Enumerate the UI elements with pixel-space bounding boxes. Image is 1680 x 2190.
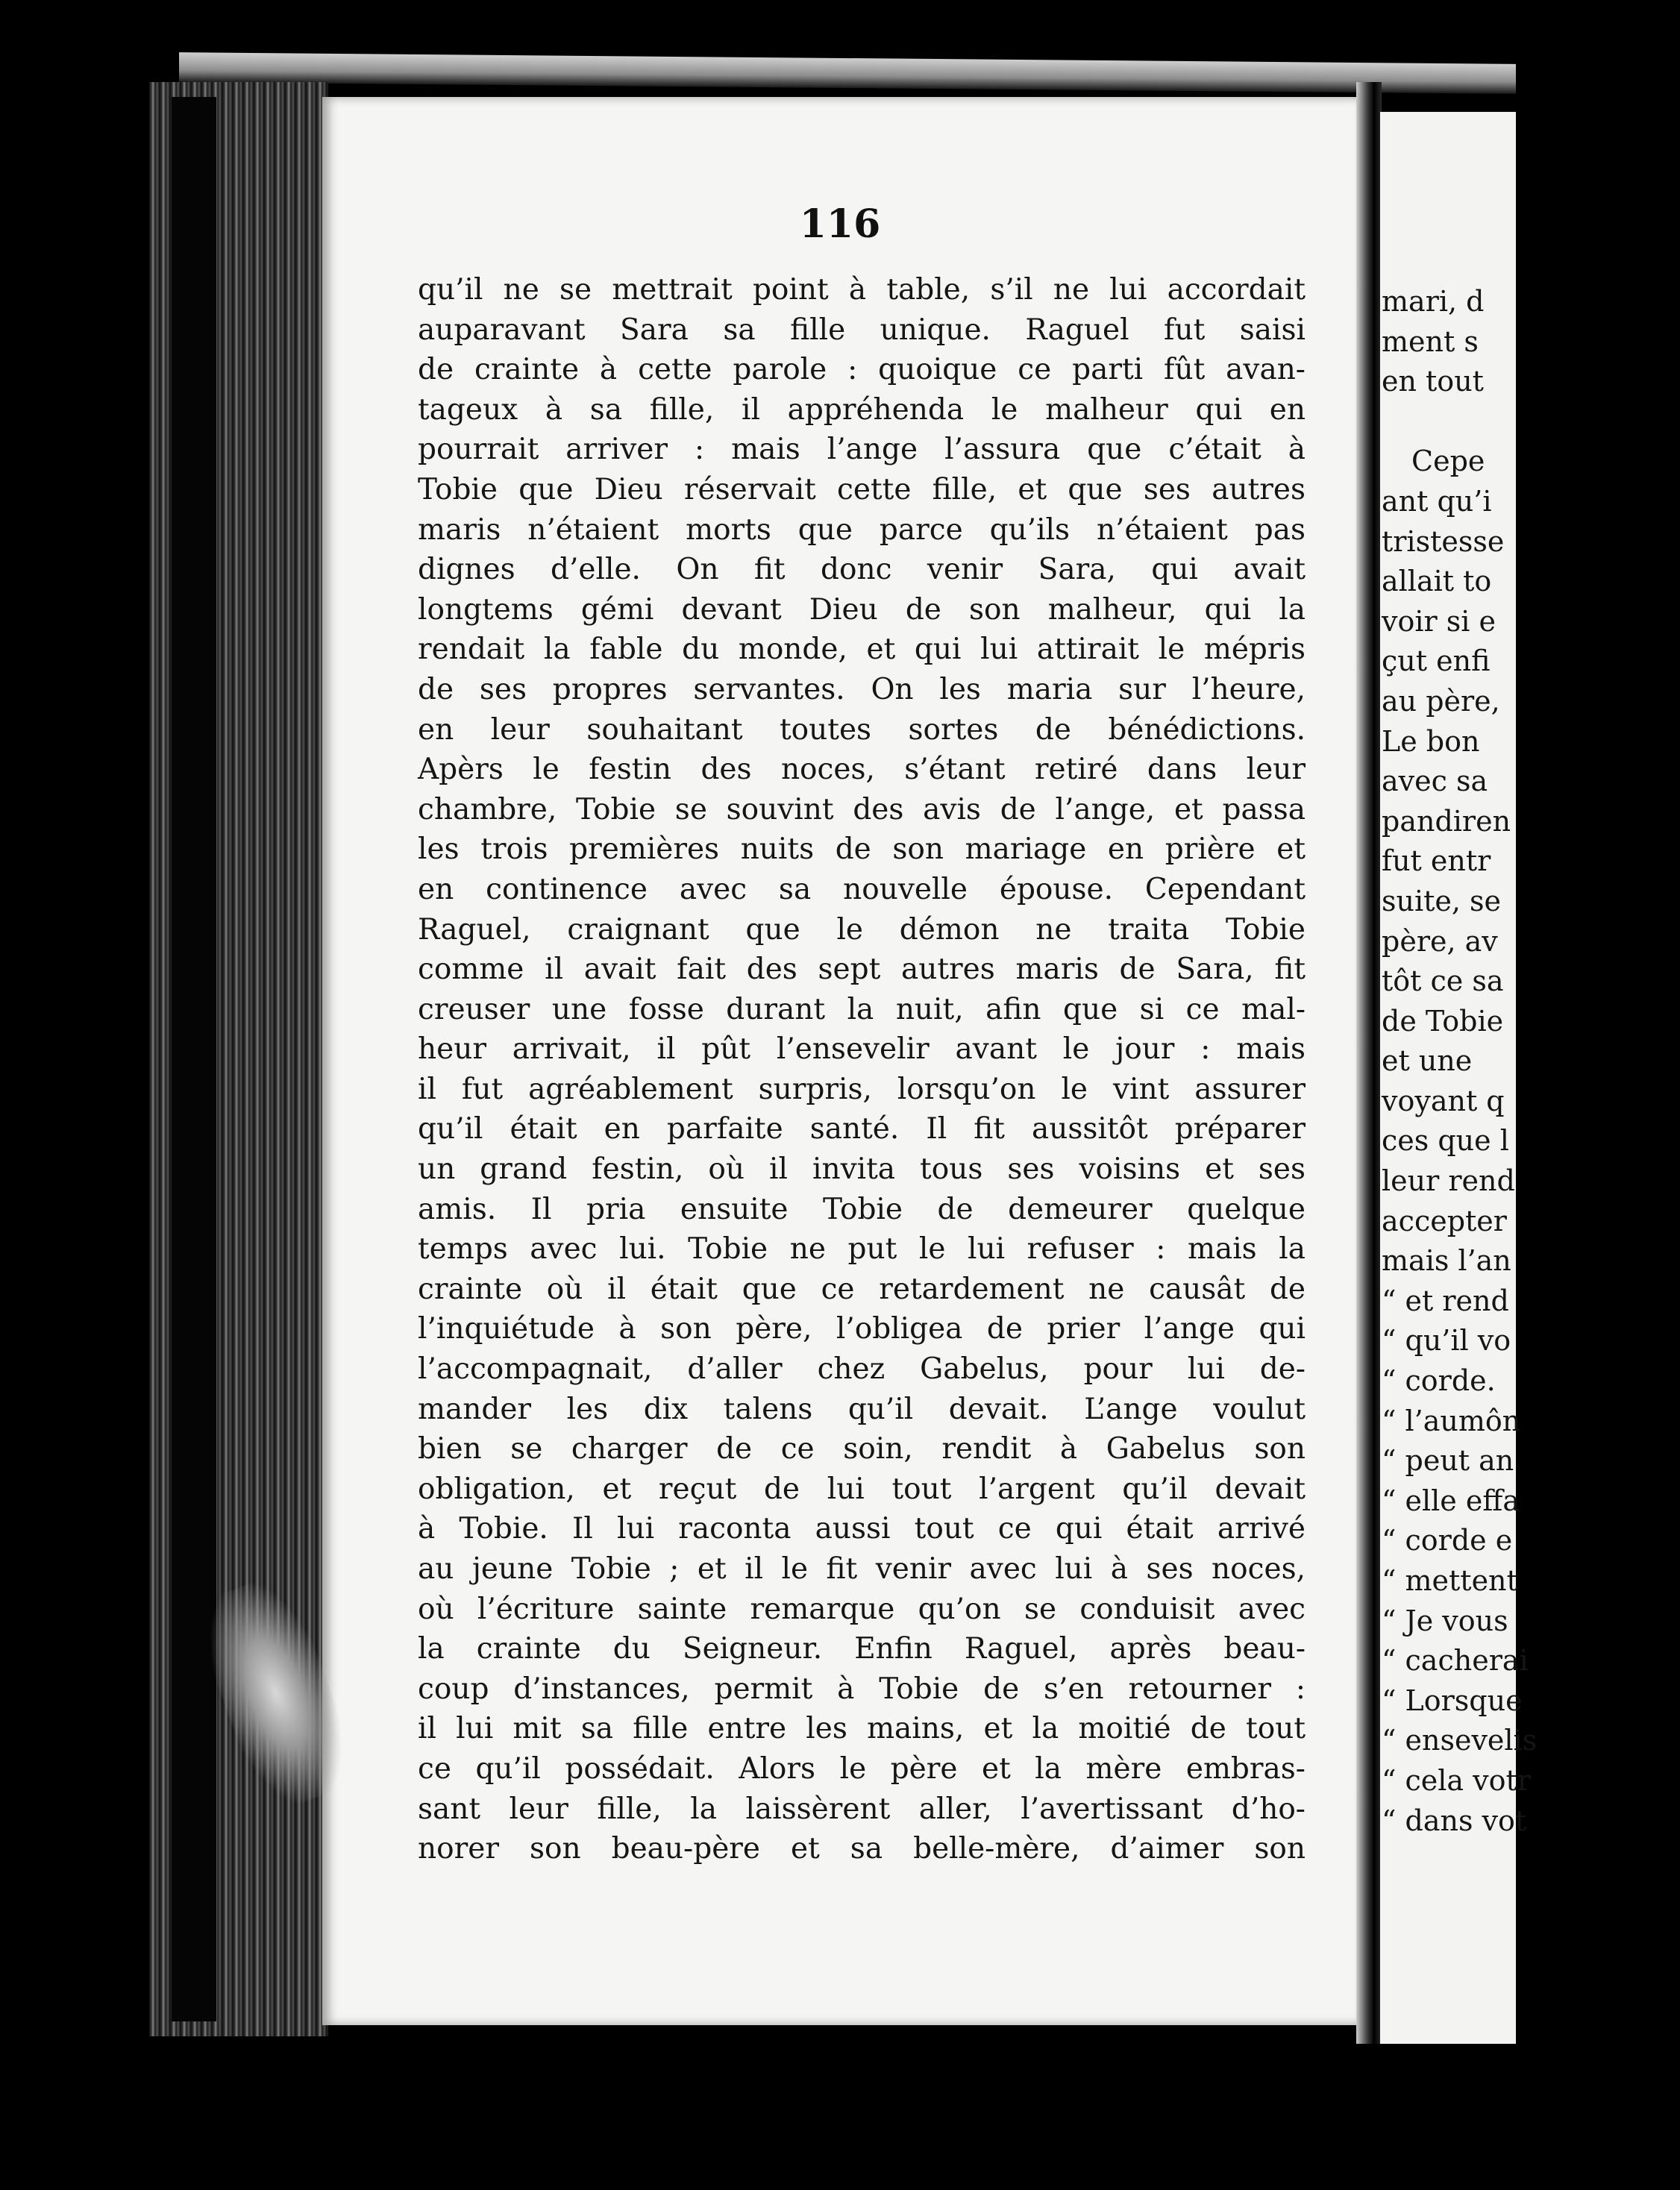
text-line: “ dans vot [1382, 1804, 1527, 1837]
text-line: “ corde. [1382, 1364, 1496, 1398]
scan-background [0, 2044, 1516, 2190]
text-line: Raguel, craignant que le démon ne traita Tobie [418, 912, 1306, 947]
text-line: “ cela votr [1382, 1763, 1531, 1797]
text-line: et une [1382, 1044, 1473, 1078]
text-line: obligation, et reçut de lui tout l’argent qu’il devait [418, 1472, 1306, 1506]
spine-shadow [172, 97, 216, 2021]
text-line: “ cacherai [1382, 1644, 1529, 1678]
text-line: coup d’instances, permit à Tobie de s’en retourner : [418, 1672, 1306, 1706]
text-line: norer son beau-père et sa belle-mère, d’aimer son [418, 1832, 1306, 1866]
text-line: “ ensevelis [1382, 1724, 1538, 1757]
text-line: creuser une fosse durant la nuit, afin que si ce mal- [418, 992, 1306, 1026]
text-line: “ Je vous [1382, 1604, 1508, 1637]
text-line: pandiren [1382, 804, 1511, 838]
text-line: l’inquiétude à son père, l’obligea de prier l’ange qui [418, 1312, 1306, 1346]
text-line: à Tobie. Il lui raconta aussi tout ce qui était arrivé [418, 1512, 1306, 1546]
text-line: en tout [1382, 365, 1484, 398]
page-gutter [1356, 82, 1382, 2059]
text-line: “ peut an [1382, 1444, 1514, 1478]
text-line: auparavant Sara sa fille unique. Raguel fut saisi [418, 313, 1306, 347]
text-line: en continence avec sa nouvelle épouse. Cependant [418, 872, 1306, 906]
text-line: avec sa [1382, 765, 1488, 798]
text-line: “ corde e [1382, 1524, 1513, 1557]
text-line: heur arrivait, il pût l’ensevelir avant le jour : mais [418, 1032, 1306, 1067]
text-line: “ Lorsque [1382, 1684, 1523, 1717]
text-line: la crainte du Seigneur. Enfin Raguel, après beau- [418, 1632, 1306, 1666]
text-line: amis. Il pria ensuite Tobie de demeurer quelque [418, 1192, 1306, 1226]
text-line: de crainte à cette parole : quoique ce parti fût avan- [418, 353, 1306, 387]
text-line: voyant q [1382, 1084, 1505, 1117]
right-page [1380, 112, 1538, 2051]
text-line: voir si e [1382, 604, 1496, 638]
text-line: ce qu’il possédait. Alors le père et la mère embras- [418, 1751, 1306, 1786]
text-line: longtems gémi devant Dieu de son malheur, qui la [418, 592, 1306, 627]
text-line: “ l’aumôn [1382, 1404, 1521, 1437]
text-line: rendait la fable du monde, et qui lui attirait le mépris [418, 633, 1306, 667]
text-line: dignes d’elle. On fit donc venir Sara, qui avait [418, 553, 1306, 587]
text-line: au père, [1382, 684, 1500, 718]
right-page-text [1382, 282, 1680, 1841]
text-line: tageux à sa fille, il appréhenda le malheur qui en [418, 392, 1306, 427]
left-page [322, 97, 1358, 2025]
text-line: père, av [1382, 924, 1498, 958]
text-line: maris n’étaient morts que parce qu’ils n’étaient pas [418, 512, 1306, 547]
text-line: qu’il ne se mettrait point à table, s’il ne lui accordait [418, 273, 1306, 307]
text-line: temps avec lui. Tobie ne put le lui refuser : mais la [418, 1232, 1306, 1267]
text-line: mander les dix talens qu’il devait. L’ange voulut [418, 1392, 1306, 1426]
left-page-text [418, 270, 1306, 1869]
text-line: les trois premières nuits de son mariage en prière et [418, 832, 1306, 867]
text-line: au jeune Tobie ; et il le fit venir avec lui à ses noces, [418, 1552, 1306, 1586]
text-line: tristesse [1382, 524, 1505, 558]
text-line: fut entr [1382, 844, 1491, 878]
page-number: 116 [799, 201, 881, 247]
text-line: ant qu’i [1382, 484, 1492, 518]
text-line: Apèrs le festin des noces, s’étant retiré dans leur [418, 753, 1306, 787]
text-line: “ et rend [1382, 1284, 1509, 1317]
text-line: un grand festin, où il invita tous ses voisins et ses [418, 1152, 1306, 1187]
text-line: suite, se [1382, 884, 1502, 917]
text-line: Le bon [1382, 724, 1480, 758]
text-line: “ qu’il vo [1382, 1324, 1511, 1358]
text-line: accepter [1382, 1204, 1507, 1237]
text-line: il lui mit sa fille entre les mains, et la moitié de tout [418, 1712, 1306, 1746]
text-line: çut enfi [1382, 644, 1491, 678]
text-line: qu’il était en parfaite santé. Il fit aussitôt préparer [418, 1112, 1306, 1146]
text-line: mari, d [1382, 285, 1485, 318]
text-line: Cepe [1411, 445, 1485, 478]
text-line [1382, 402, 1680, 442]
text-line: leur rend [1382, 1164, 1515, 1198]
text-line: “ mettent [1382, 1564, 1518, 1597]
text-line: ces que l [1382, 1124, 1509, 1158]
text-line: en leur souhaitant toutes sortes de bénédictions. [418, 712, 1306, 747]
text-line: ment s [1382, 324, 1479, 358]
text-line: il fut agréablement surpris, lorsqu’on le vint assurer [418, 1072, 1306, 1106]
text-line: de Tobie [1382, 1004, 1504, 1038]
text-line: pourrait arriver : mais l’ange l’assura que c’était à [418, 433, 1306, 467]
text-line: sant leur fille, la laissèrent aller, l’avertissant d’ho- [418, 1792, 1306, 1826]
text-line: mais l’an [1382, 1244, 1511, 1278]
text-line: où l’écriture sainte remarque qu’on se conduisit avec [418, 1592, 1306, 1626]
page-top-edge [179, 52, 1516, 94]
text-line: tôt ce sa [1382, 964, 1504, 998]
text-line: comme il avait fait des sept autres maris de Sara, fit [418, 953, 1306, 987]
text-line: allait to [1382, 565, 1492, 598]
text-line: chambre, Tobie se souvint des avis de l’ange, et passa [418, 792, 1306, 826]
text-line: crainte où il était que ce retardement ne causât de [418, 1272, 1306, 1306]
text-line: Tobie que Dieu réservait cette fille, et que ses autres [418, 472, 1306, 506]
text-line: bien se charger de ce soin, rendit à Gabelus son [418, 1432, 1306, 1466]
text-line: l’accompagnait, d’aller chez Gabelus, pour lui de- [418, 1352, 1306, 1387]
text-line: “ elle effa [1382, 1484, 1520, 1517]
text-line: de ses propres servantes. On les maria sur l’heure, [418, 672, 1306, 706]
